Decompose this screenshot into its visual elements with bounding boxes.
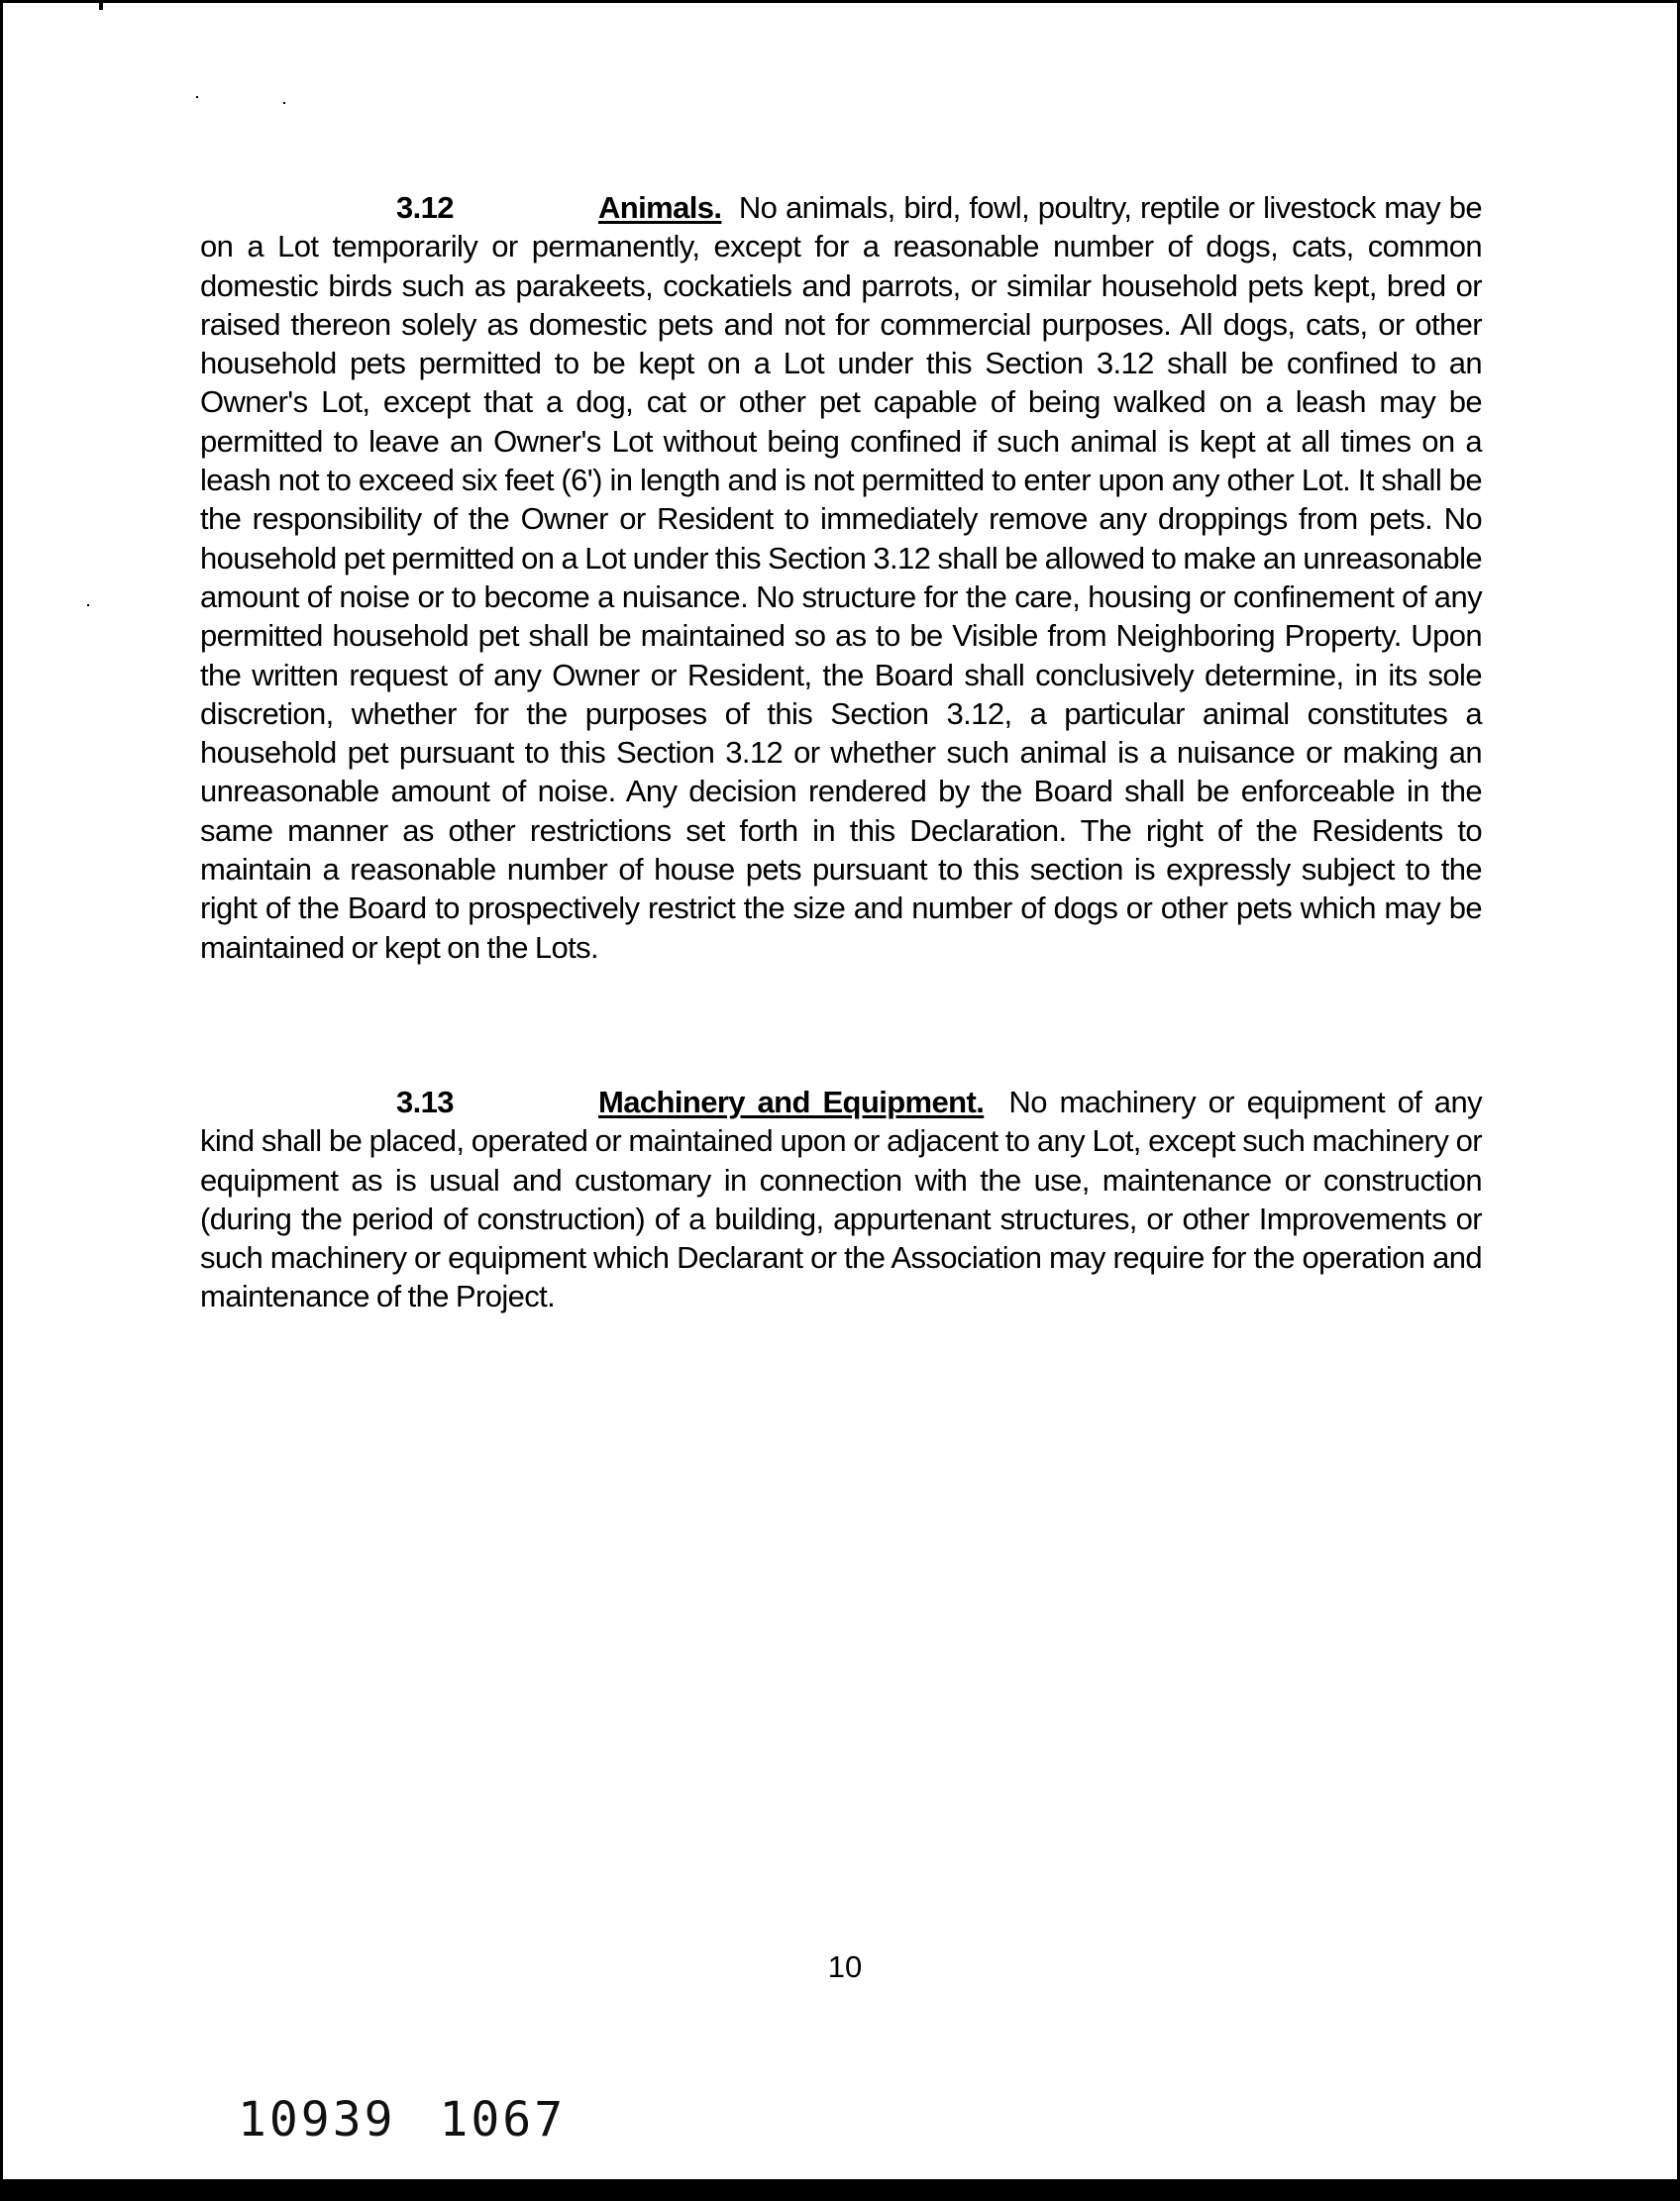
recording-book: 10939	[238, 2092, 396, 2148]
section-number: 3.12	[396, 190, 454, 225]
section-heading: Machinery and Equipment.	[598, 1085, 985, 1119]
scan-speck	[99, 2, 103, 10]
scan-speck	[196, 96, 198, 98]
page-border-top	[0, 0, 1680, 3]
recording-number	[238, 2092, 566, 2148]
section-body: No machinery or equipment of any kind shall be placed, operated or maintained upon or adjacent to any Lot, except such machinery or equipment as is usual and customary in connection with the use, maintenance or construction (during the period of construction) of a building, appurtenant structures, or other Improvements or such machinery or equipment which Declarant or the Association may require for the operation and maintenance of the Project.	[200, 1085, 1482, 1314]
recording-page: 1067	[439, 2092, 567, 2148]
section-number: 3.13	[396, 1085, 454, 1119]
scan-speck	[87, 604, 89, 606]
section-3-13	[200, 1083, 1482, 1316]
section-body: No animals, bird, fowl, poultry, reptile or livestock may be on a Lot temporarily or permanently, except for a reasonable number of dogs, cats, common domestic birds such as parakeets, cockatiels and parrots, or similar household pets kept, bred or raised thereon solely as domestic pets and not for commercial purposes. All dogs, cats, or other household pets permitted to be kept on a Lot under this Section 3.12 shall be confined to an Owner's Lot, except that a dog, cat or other pet capable of being walked on a leash may be permitted to leave an Owner's Lot without being confined if such animal is kept at all times on a leash not to exceed six feet (6') in length and is not permitted to enter upon any other Lot. It shall be the responsibility of the Owner or Resident to immediately remove any droppings from pets. No household pet permitted on a Lot under this Section 3.12 shall be allowed to make an unreasonable amount of noise or to become a nuisance. No structure for the care, housing or confinement of any permitted household pet shall be maintained so as to be Visible from Neighboring Property. Upon the written request of any Owner or Resident, the Board shall conclusively determine, in its sole discretion, whether for the purposes of this Section 3.12, a particular animal constitutes a household pet pursuant to this Section 3.12 or whether such animal is a nuisance or making an unreasonable amount of noise. Any decision rendered by the Board shall be enforceable in the same manner as other restrictions set forth in this Declaration. The right of the Residents to maintain a reasonable number of house pets pursuant to this section is expressly subject to the right of the Board to prospectively restrict the size and number of dogs or other pets which may be maintained or kept on the Lots.	[200, 190, 1482, 965]
page-border-bottom	[0, 2179, 1680, 2201]
scan-speck	[283, 102, 285, 104]
page-number: 10	[827, 1949, 863, 1984]
page-border-left	[0, 0, 3, 2201]
section-heading: Animals.	[598, 190, 722, 225]
section-3-12	[200, 188, 1482, 967]
